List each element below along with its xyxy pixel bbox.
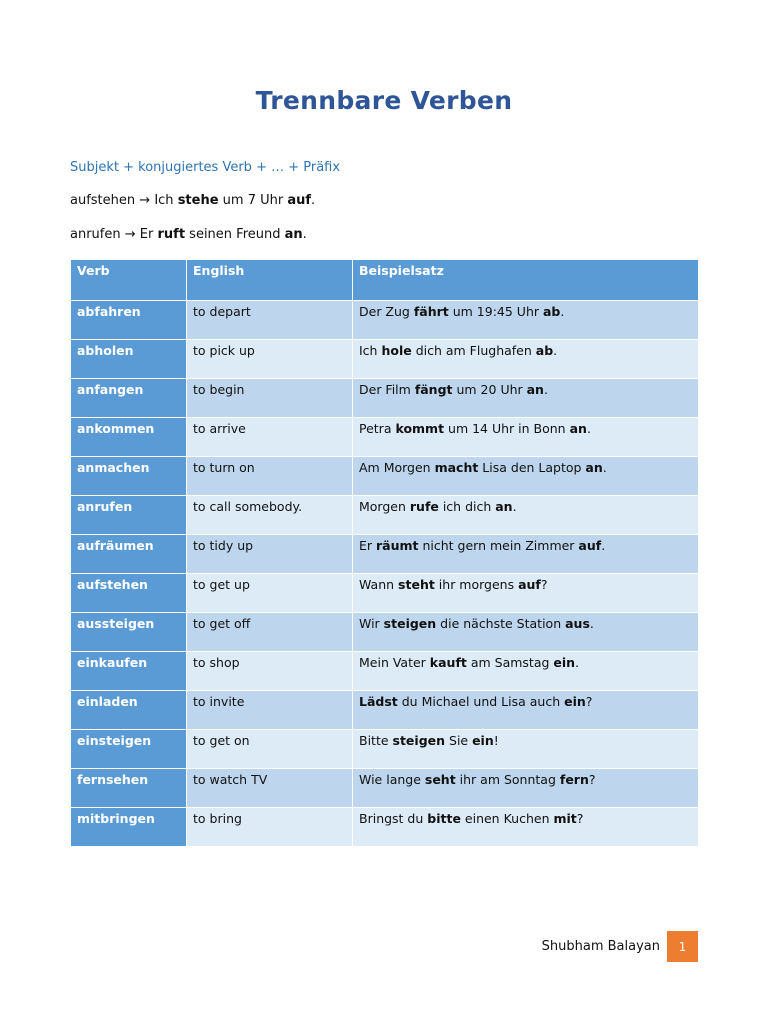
example-cell — [353, 730, 699, 769]
example-prefix: an — [284, 227, 303, 242]
sentence-text: Lisa den Laptop — [478, 460, 586, 475]
sentence-text: Mein Vater — [359, 655, 430, 670]
sentence-text: . — [553, 343, 558, 358]
example-text: Ich — [154, 193, 178, 208]
sentence-text: Wir — [359, 616, 384, 631]
column-header-verb: Verb — [71, 260, 187, 301]
sentence-text: . — [586, 421, 591, 436]
example-text: um 7 Uhr — [218, 193, 288, 208]
sentence-highlight: räumt — [376, 538, 419, 553]
table-row — [71, 691, 699, 730]
sentence-highlight: macht — [434, 460, 479, 475]
sentence-text: . — [602, 460, 607, 475]
sentence-text: . — [575, 655, 580, 670]
verb-cell: aufräumen — [71, 535, 187, 574]
example-cell — [353, 613, 699, 652]
table-row — [71, 301, 699, 340]
sentence-text: . — [512, 499, 517, 514]
table-row — [71, 808, 699, 847]
sentence-text: ich dich — [438, 499, 496, 514]
verb-cell: aussteigen — [71, 613, 187, 652]
sentence-text: Wie lange — [359, 772, 425, 787]
sentence-highlight: hole — [381, 343, 412, 358]
sentence-text: Der Film — [359, 382, 415, 397]
example-cell — [353, 691, 699, 730]
example-prefix: auf — [287, 193, 312, 208]
sentence-highlight: steht — [398, 577, 435, 592]
sentence-highlight: steigen — [383, 616, 437, 631]
example-cell — [353, 808, 699, 847]
sentence-text: dich am Flughafen — [411, 343, 536, 358]
verb-cell: aufstehen — [71, 574, 187, 613]
sentence-highlight: fern — [559, 772, 589, 787]
column-header-english: English — [187, 260, 353, 301]
example-cell — [353, 496, 699, 535]
sentence-text: du Michael und Lisa auch — [397, 694, 565, 709]
english-cell: to invite — [187, 691, 353, 730]
verb-cell: anrufen — [71, 496, 187, 535]
example-cell — [353, 340, 699, 379]
sentence-highlight: auf — [578, 538, 602, 553]
sentence-highlight: ein — [564, 694, 586, 709]
table-row — [71, 613, 699, 652]
sentence-text: Wann — [359, 577, 399, 592]
sentence-text: um 14 Uhr in Bonn — [444, 421, 570, 436]
english-cell: to begin — [187, 379, 353, 418]
sentence-text: . — [601, 538, 606, 553]
arrow-icon: → — [124, 227, 136, 242]
sentence-text: ? — [540, 577, 548, 592]
sentence-text: Morgen — [359, 499, 410, 514]
example-text: . — [302, 227, 307, 242]
table-row — [71, 418, 699, 457]
example-infinitive: anrufen — [70, 227, 121, 242]
sentence-text: einen Kuchen — [460, 811, 554, 826]
english-cell: to get on — [187, 730, 353, 769]
verb-cell: abholen — [71, 340, 187, 379]
table-header-row — [71, 260, 699, 301]
sentence-text: Am Morgen — [359, 460, 435, 475]
verb-cell: abfahren — [71, 301, 187, 340]
english-cell: to bring — [187, 808, 353, 847]
sentence-text: Der Zug — [359, 304, 414, 319]
english-cell: to call somebody. — [187, 496, 353, 535]
sentence-highlight: fährt — [413, 304, 449, 319]
table-row — [71, 574, 699, 613]
sentence-highlight: mit — [553, 811, 577, 826]
page-number-badge: 1 — [667, 931, 698, 962]
table-row — [71, 652, 699, 691]
english-cell: to get up — [187, 574, 353, 613]
sentence-highlight: rufe — [409, 499, 439, 514]
example-verb: stehe — [177, 193, 219, 208]
english-cell: to depart — [187, 301, 353, 340]
sentence-text: Sie — [445, 733, 473, 748]
example-cell — [353, 652, 699, 691]
sentence-highlight: ein — [553, 655, 576, 670]
column-header-example: Beispielsatz — [353, 260, 699, 301]
verb-cell: anmachen — [71, 457, 187, 496]
sentence-text: ihr morgens — [434, 577, 519, 592]
english-cell: to tidy up — [187, 535, 353, 574]
sentence-highlight: steigen — [392, 733, 446, 748]
sentence-text: Bringst du — [359, 811, 428, 826]
table-row — [71, 769, 699, 808]
sentence-text: ? — [588, 772, 596, 787]
english-cell: to turn on — [187, 457, 353, 496]
sentence-text: ? — [585, 694, 593, 709]
sentence-highlight: auf — [518, 577, 541, 592]
english-cell: to pick up — [187, 340, 353, 379]
sentence-highlight: ab — [542, 304, 561, 319]
sentence-highlight: fängt — [414, 382, 453, 397]
sentence-highlight: seht — [424, 772, 456, 787]
verb-cell: einladen — [71, 691, 187, 730]
example-text: seinen Freund — [185, 227, 285, 242]
sentence-highlight: ab — [535, 343, 554, 358]
example-cell — [353, 574, 699, 613]
sentence-highlight: kauft — [429, 655, 467, 670]
english-cell: to shop — [187, 652, 353, 691]
sentence-text: ! — [493, 733, 499, 748]
english-cell: to get off — [187, 613, 353, 652]
sentence-highlight: kommt — [395, 421, 445, 436]
english-cell: to watch TV — [187, 769, 353, 808]
verb-cell: einkaufen — [71, 652, 187, 691]
sentence-text: Ich — [359, 343, 382, 358]
sentence-text: um 20 Uhr — [452, 382, 527, 397]
document-title: Trennbare Verben — [255, 86, 513, 115]
sentence-text: Bitte — [359, 733, 393, 748]
example-infinitive: aufstehen — [70, 193, 136, 208]
verb-cell: einsteigen — [71, 730, 187, 769]
example-cell — [353, 379, 699, 418]
footer-author: Shubham Balayan — [541, 939, 660, 954]
sentence-text: . — [560, 304, 565, 319]
sentence-text: Petra — [359, 421, 396, 436]
example-text: . — [311, 193, 316, 208]
example-text: Er — [139, 227, 158, 242]
example-sentence-2 — [70, 227, 307, 242]
sentence-text: die nächste Station — [436, 616, 566, 631]
table-row — [71, 379, 699, 418]
sentence-text: ? — [576, 811, 584, 826]
sentence-highlight: an — [526, 382, 544, 397]
verb-cell: ankommen — [71, 418, 187, 457]
example-cell — [353, 535, 699, 574]
table-row — [71, 730, 699, 769]
sentence-text: ihr am Sonntag — [455, 772, 560, 787]
example-verb: ruft — [157, 227, 186, 242]
sentence-text: am Samstag — [466, 655, 554, 670]
example-cell — [353, 769, 699, 808]
example-cell — [353, 457, 699, 496]
sentence-highlight: ein — [472, 733, 494, 748]
sentence-highlight: an — [495, 499, 513, 514]
sentence-highlight: bitte — [427, 811, 461, 826]
table-row — [71, 496, 699, 535]
example-cell — [353, 418, 699, 457]
example-cell — [353, 301, 699, 340]
example-sentence-1 — [70, 193, 315, 208]
sentence-text: . — [589, 616, 594, 631]
table-row — [71, 535, 699, 574]
sentence-highlight: aus — [565, 616, 590, 631]
sentence-text: Er — [359, 538, 377, 553]
sentence-text: nicht gern mein Zimmer — [418, 538, 579, 553]
english-cell: to arrive — [187, 418, 353, 457]
verb-cell: anfangen — [71, 379, 187, 418]
verb-cell: mitbringen — [71, 808, 187, 847]
sentence-text: . — [543, 382, 548, 397]
sentence-highlight: an — [585, 460, 603, 475]
verb-cell: fernsehen — [71, 769, 187, 808]
table-row — [71, 457, 699, 496]
sentence-text: um 19:45 Uhr — [448, 304, 543, 319]
verbs-table — [70, 259, 699, 847]
sentence-highlight: an — [569, 421, 587, 436]
sentence-highlight: Lädst — [359, 694, 398, 709]
formula-line: Subjekt + konjugiertes Verb + … + Präfix — [70, 160, 341, 175]
table-row — [71, 340, 699, 379]
arrow-icon: → — [139, 193, 151, 208]
